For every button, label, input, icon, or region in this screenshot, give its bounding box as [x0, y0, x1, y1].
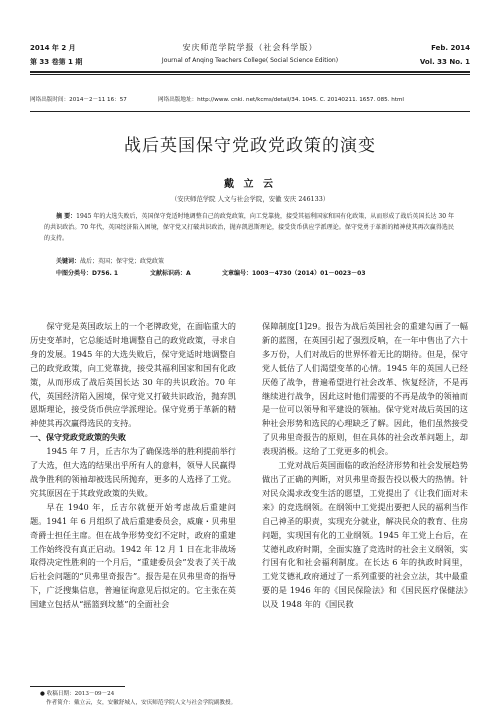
- footnote-author-bio: 作者简介：戴立云，女，安徽舒城人，安庆师范学院人文与社会学院副教授。: [46, 700, 237, 706]
- author-affiliation: （安庆师范学院 人文与社会学院，安徽 安庆 246133）: [170, 195, 330, 203]
- header-date: 2014 年 2 月: [30, 44, 76, 52]
- journal-title-en: Journal of Anqing Teachers College( Social Science Edition): [161, 57, 339, 64]
- footnote-rule: [30, 686, 125, 687]
- online-url: 网络出版地址：http://www. cnki. net/kcms/detail/34. 1045. C. 20140211. 1657. 085. html: [158, 97, 404, 103]
- body-paragraph: 1945 年 7 月，丘吉尔为了确保选举的胜利提前举行了大选，但大选的结果出乎所有人的意料，领导人民赢得战争胜利的领袖却被选民所抛弃，更多的人选择了工党。究其原因在于其政党政策的失败。: [30, 446, 236, 498]
- pubinfo-rule: [30, 111, 470, 112]
- body-left-column: [30, 320, 236, 612]
- article-author: 戴 立 云: [224, 179, 276, 190]
- body-paragraph-continued: 保障制度[1]29。报告为战后英国社会的重建勾画了一幅新的蓝图，在英国引起了强烈反响，在一年中售出了六十多万份，人们对战后的世界怀着无比的期待。但是，保守党人低估了人们渴望变革的心情。1945 年的英国人已经厌倦了战争，普遍希望进行社会改革、恢复经济，不是再继续进行战争，因此这时他们需要的不再是战争的领袖而是一位可以领导和平建设的领袖。保守党对战后英国的这种社会形势和选民的心理缺乏了解。因此，他们虽然接受了贝弗里奇报告的原则，但在具体的社会改革问题上，却表现消极。这给了工党更多的机会。: [262, 321, 468, 457]
- keywords-text: 战后；英国；保守党；政党政策: [80, 258, 165, 265]
- clc-number: 中图分类号：D756. 1: [56, 270, 119, 277]
- header-volume: 第 33 卷第 1 期: [30, 58, 83, 66]
- bullet-icon: ●: [40, 691, 47, 697]
- online-time: 网络出版时间：2014－2－11 16：57: [30, 97, 127, 103]
- header-volume-en: Vol. 33 No. 1: [419, 58, 470, 66]
- body-paragraph: 早在 1940 年，丘吉尔就便开始考虑战后重建问题。1941 年 6 月组织了战后重建委员会，威廉・贝弗里奇爵士担任主席。但在战争形势变幻不定时，政府的重建工作始终没有真正启动。1942 年 12 月 1 日在北非战场取得决定性胜利的一个月后，“重建委员会”发表了关于战后社会问题的“贝弗里奇报告”。报告是在贝弗里奇的指导下，广泛搜集信息，普遍征询意见后拟定的。它主张在英国建立包括从“摇篮到坟墓”的全面社会: [30, 501, 236, 610]
- abstract-label: 摘 要：: [56, 213, 77, 220]
- section-heading: 一、保守党政党政策的失败: [30, 433, 126, 443]
- abstract: [44, 211, 454, 244]
- article-number: 文章编号：1003－4730（2014）01－0023－03: [222, 270, 366, 277]
- document-code: 文献标识码：A: [150, 270, 191, 277]
- footnote-received: ● 收稿日期：2013－09－24: [40, 691, 115, 697]
- body-paragraph: 工党对战后英国面临的政治经济形势和社会发展趋势做出了正确的判断，对贝弗里奇报告投以极大的热情。针对民众渴求改变生活的愿望，工党提出了《让我们面对未来》的竞选纲领。在纲领中工党提出要把人民的福利当作自己神圣的职责，实现充分就业，解决民众的教育、住房问题，实现国有化的工业纲领。1945 年工党上台后，在艾德礼政府时期，全面实施了竞选时的社会主义纲领，实行国有化和社会福利制度。在长达 6 年的执政时间里，工党艾德礼政府通过了一系列重要的社会立法，其中最重要的是 1946 年的《国民保险法》和《国民医疗保健法》以及 1948 年的《国民救: [262, 460, 468, 610]
- header-rule-thin: [30, 74, 470, 75]
- header-rule-thick: [30, 71, 470, 73]
- journal-title-cn: 安庆师范学院学报（社会科学版）: [182, 43, 318, 52]
- body-right-column: [262, 320, 468, 612]
- article-title: 战后英国保守党政党政策的演变: [124, 136, 376, 156]
- body-paragraph: 保守党是英国政坛上的一个老牌政党，在面临重大的历史变革时，它总能适时地调整自己的政党政策，寻求自身的发展。1945 年的大选失败后，保守党适时地调整自己的政党政策，向工党靠拢，接受其福利国家和国有化政策，从而形成了战后英国长达 30 年的共识政治。70 年代，英国经济陷入困境，保守党又打破共识政治，抛弃凯恩斯理论，接受货币供应学派理论。保守党勇于革新的精神使其再次赢得选民的支持。: [30, 321, 236, 429]
- keywords: [44, 256, 454, 267]
- abstract-text: 1945 年的大选失败后，英国保守党适时地调整自己的政党政策，向工党靠拢，接受其福利国家和国有化政策，从而形成了战后英国长达 30 年的共识政治。70 年代，英国经济陷入困境，保守党又打破共识政治，抛弃凯恩斯理论，接受货币供应学派理论。保守党勇于革新的精神使其再次赢得选民的支持。: [44, 213, 454, 242]
- keywords-label: 关键词：: [56, 258, 81, 265]
- header-month-en: Feb. 2014: [431, 44, 470, 52]
